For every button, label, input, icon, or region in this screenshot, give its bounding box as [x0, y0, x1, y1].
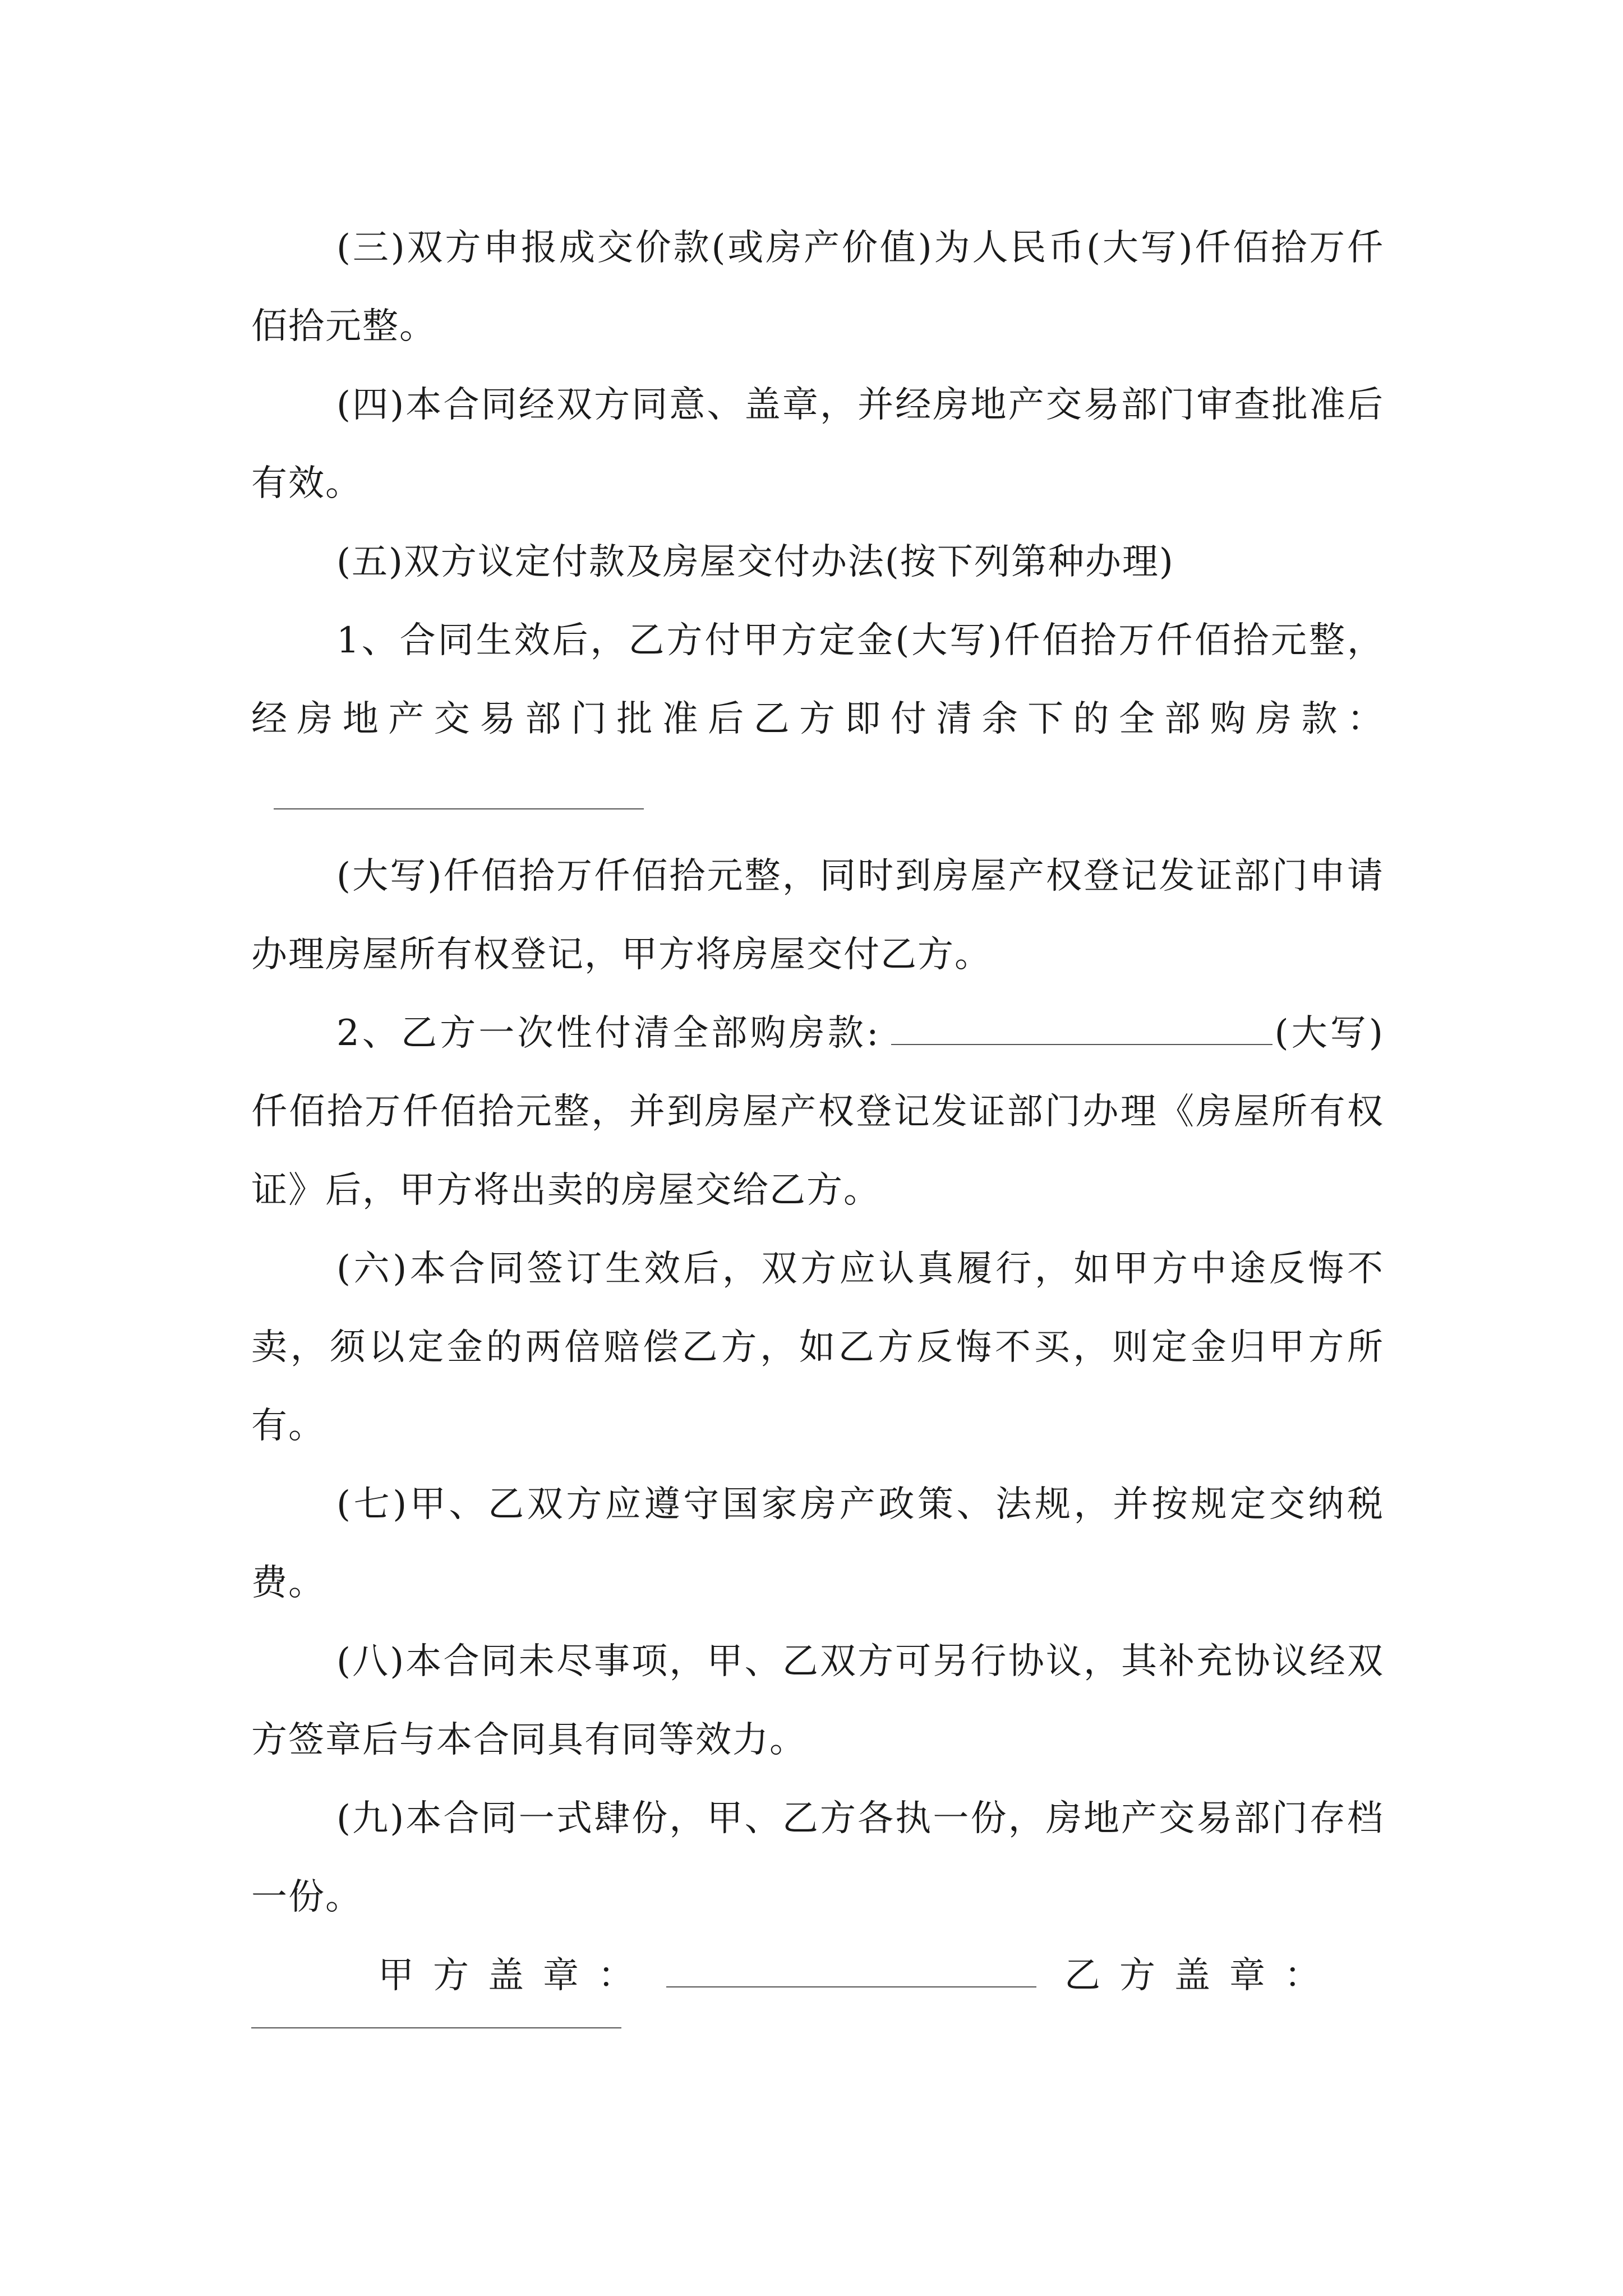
clause-5-item-2-lead-text: 2、乙方一次性付清全部购房款:: [336, 1013, 880, 1054]
clause-3: [251, 209, 1384, 366]
clause-5-item-1-continued-text: (大写)仟佰拾万仟佰拾元整，同时到房屋产权登记发证部门申请办理房屋所有权登记，甲方将房屋交付乙方。: [251, 855, 1384, 976]
clause-9: [251, 1779, 1384, 1936]
clause-7: [251, 1465, 1384, 1622]
clause-5-item-1: [251, 601, 1384, 837]
clause-7-text: (七)甲、乙双方应遵守国家房产政策、法规，并按规定交纳税费。: [251, 1484, 1384, 1604]
clause-5-item-1-text: 1、合同生效后，乙方付甲方定金(大写)仟佰拾万仟佰拾元整，经房地产交易部门批准后乙方即付清余下的全部购房款：: [251, 620, 1384, 740]
clause-3-text: (三)双方申报成交价款(或房产价值)为人民币(大写)仟佰拾万仟佰拾元整。: [251, 227, 1384, 347]
party-b-seal-label: 乙方盖章：: [1064, 1955, 1339, 1996]
full-payment-blank: [891, 1022, 1272, 1045]
party-a-seal-label: 甲方盖章：: [378, 1955, 653, 1996]
clause-5-item-1-continued: [251, 837, 1384, 994]
clause-4-text: (四)本合同经双方同意、盖章，并经房地产交易部门审查批准后有效。: [251, 384, 1384, 504]
clause-4: [251, 366, 1384, 523]
clause-8: [251, 1622, 1384, 1779]
clause-9-text: (九)本合同一式肆份，甲、乙方各执一份，房地产交易部门存档一份。: [251, 1798, 1384, 1918]
clause-5: [251, 523, 1384, 601]
signature-row: [251, 1936, 1384, 2015]
clause-5-text: (五)双方议定付款及房屋交付办法(按下列第种办理): [336, 541, 1174, 583]
contract-body: [251, 209, 1384, 2015]
clause-8-text: (八)本合同未尽事项，甲、乙双方可另行协议，其补充协议经双方签章后与本合同具有同等效力。: [251, 1641, 1384, 1761]
clause-6: [251, 1230, 1384, 1465]
party-a-seal-blank: [666, 1964, 1036, 1987]
party-b-seal-blank: [251, 2027, 621, 2028]
clause-5-item-2: [251, 994, 1384, 1230]
payment-amount-blank: [274, 786, 644, 809]
clause-6-text: (六)本合同签订生效后，双方应认真履行，如甲方中途反悔不卖，须以定金的两倍赔偿乙方，如乙方反悔不买，则定金归甲方所有。: [251, 1248, 1384, 1447]
clause-5-item-2-text: (大写)仟佰拾万仟佰拾元整，并到房屋产权登记发证部门办理《房屋所有权证》后，甲方将出卖的房屋交给乙方。: [251, 1013, 1385, 1211]
